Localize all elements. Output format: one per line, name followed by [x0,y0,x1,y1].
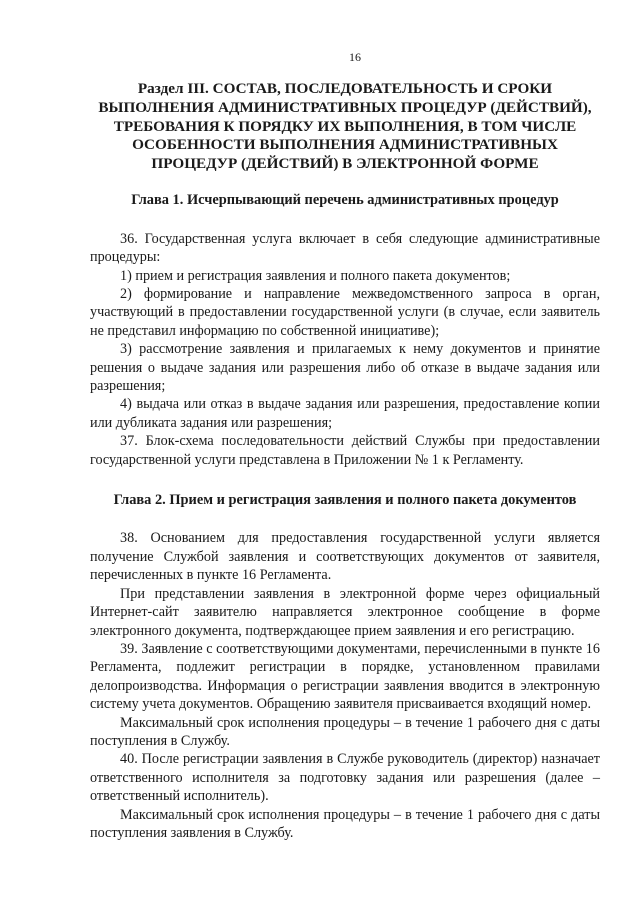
paragraph-38: 38. Основанием для предоставления государственной услуги является получение Службой заявления и соответствующих документов от заявителя, перечисленных в пункте 16 Регламента. [90,530,600,584]
paragraph-36: 36. Государственная услуга включает в себя следующие административные процедуры: [90,230,600,266]
chapter-2-title: Глава 2. Прием и регистрация заявления и полного пакета документов [113,492,577,509]
list-item-2: 2) формирование и направление межведомственного запроса в орган, участвующий в предоставлении государственной услуги (в случае, если заявитель не представил информацию по собственной инициативе); [90,286,600,339]
paragraph-electronic-form: При представлении заявления в электронной форме через официальный Интернет-сайт заявителю направляется электронное сообщение в форме электронного документа, подтверждающее прием заявления и его регистрацию. [90,585,600,639]
paragraph-max-term-1: Максимальный срок исполнения процедуры – в течение 1 рабочего дня с даты поступления в Службу. [90,714,600,749]
page-number: 16 [349,50,361,64]
paragraph-37: 37. Блок-схема последовательности действий Службы при предоставлении государственной услуги представлена в Приложении № 1 к Регламенту. [90,433,600,468]
list-item-4: 4) выдача или отказ в выдаче задания или разрешения, предоставление копии или дубликата задания или разрешения; [90,396,600,431]
list-item-3: 3) рассмотрение заявления и прилагаемых к нему документов и принятие решения о выдаче задания или разрешения либо об отказе в выдаче задания или разрешения; [90,341,600,395]
paragraph-39: 39. Заявление с соответствующими документами, перечисленными в пункте 16 Регламента, подлежит регистрации в порядке, установленном правилами делопроизводства. Информация о регистрации заявления вводится в электронную систему учета документов. Обращению заявителя присваивается входящий номер. [90,640,600,713]
section-title: Раздел III. СОСТАВ, ПОСЛЕДОВАТЕЛЬНОСТЬ И СРОКИ ВЫПОЛНЕНИЯ АДМИНИСТРАТИВНЫХ ПРОЦЕДУР (ДЕЙСТВИЙ), ТРЕБОВАНИЯ К ПОРЯДКУ ИХ ВЫПОЛНЕНИЯ, В ТОМ ЧИСЛЕ ОСОБЕННОСТИ ВЫПОЛНЕНИЯ АДМИНИСТРАТИВНЫХ ПРОЦЕДУР (ДЕЙСТВИЙ) В ЭЛЕКТРОННОЙ ФОРМЕ [98,80,592,172]
paragraph-max-term-2: Максимальный срок исполнения процедуры – в течение 1 рабочего дня с даты поступления заявления в Службу. [90,806,600,841]
paragraph-40: 40. После регистрации заявления в Службе руководитель (директор) назначает ответственного исполнителя за подготовку задания или разрешения (далее – ответственный исполнитель). [90,751,600,805]
list-item-1: 1) прием и регистрация заявления и полного пакета документов; [120,267,511,284]
chapter-1-title: Глава 1. Исчерпывающий перечень административных процедур [131,192,559,209]
